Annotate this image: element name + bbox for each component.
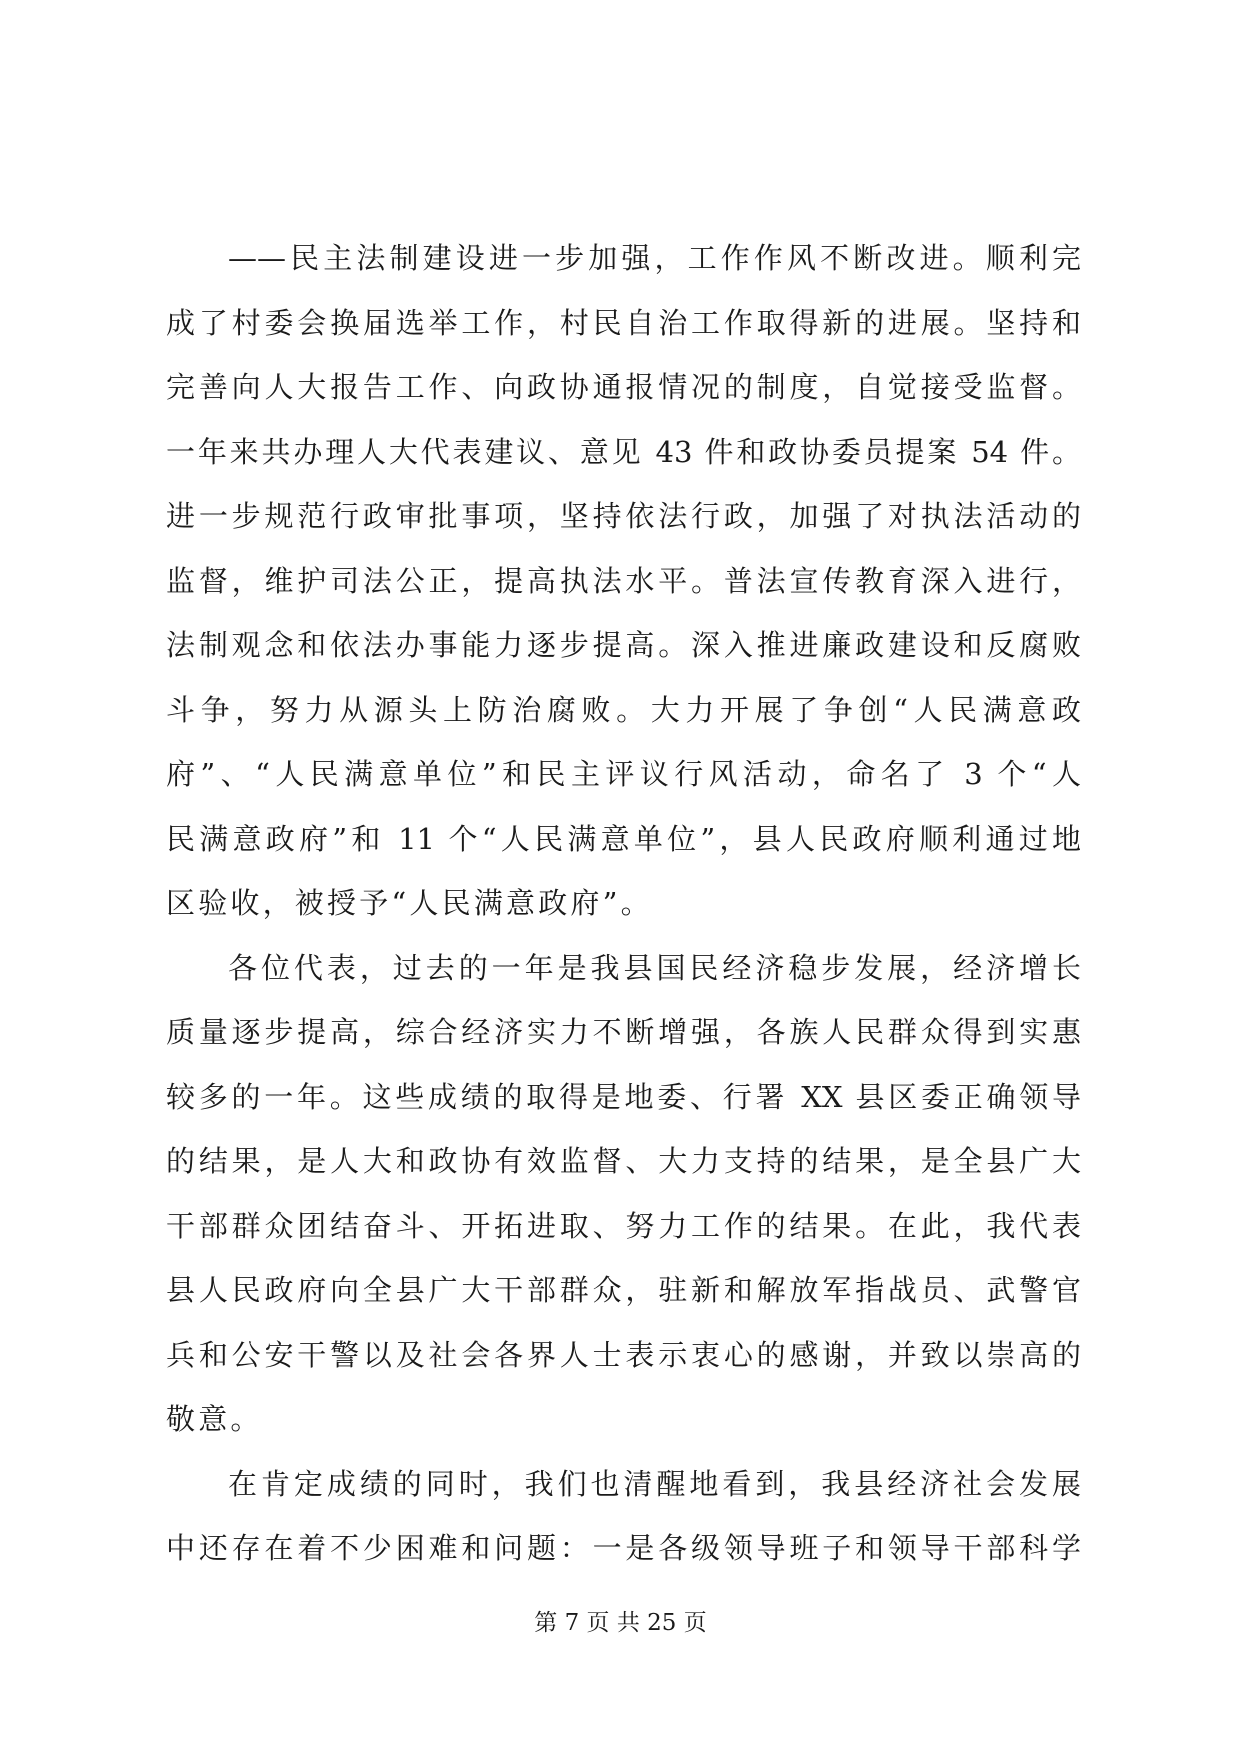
text-line: 法制观念和依法办事能力逐步提高。深入推进廉政建设和反腐败	[166, 628, 1081, 662]
text-line: 质量逐步提高，综合经济实力不断增强，各族人民群众得到实惠	[166, 1015, 1081, 1049]
text-line: 区验收，被授予“人民满意政府”。	[166, 886, 653, 920]
page-number-footer: 第 7 页 共 25 页	[534, 1610, 707, 1636]
text-line: 监督，维护司法公正，提高执法水平。普法宣传教育深入进行，	[166, 563, 1081, 598]
text-line: 进一步规范行政审批事项，坚持依法行政，加强了对执法活动的	[166, 499, 1081, 533]
text-line: 一年来共办理人大代表建议、意见 43 件和政协委员提案 54 件。	[166, 434, 1081, 469]
text-line: 民满意政府”和 11 个“人民满意单位”，县人民政府顺利通过地	[166, 821, 1081, 856]
text-line: 县人民政府向全县广大干部群众，驻新和解放军指战员、武警官	[166, 1273, 1081, 1307]
text-line: 完善向人大报告工作、向政协通报情况的制度，自觉接受监督。	[166, 370, 1081, 404]
text-line: 较多的一年。这些成绩的取得是地委、行署 XX 县区委正确领导	[166, 1079, 1081, 1114]
text-line: 府”、“人民满意单位”和民主评议行风活动，命名了 3 个“人	[166, 757, 1081, 791]
text-line: 干部群众团结奋斗、开拓进取、努力工作的结果。在此，我代表	[166, 1208, 1081, 1243]
text-line: 各位代表，过去的一年是我县国民经济稳步发展，经济增长	[228, 950, 1081, 985]
text-line: 敬意。	[166, 1402, 263, 1436]
text-line: 的结果，是人大和政协有效监督、大力支持的结果，是全县广大	[166, 1144, 1081, 1178]
text-line: 中还存在着不少困难和问题：一是各级领导班子和领导干部科学	[166, 1531, 1081, 1565]
body-text	[166, 226, 1081, 1581]
text-line: 在肯定成绩的同时，我们也清醒地看到，我县经济社会发展	[228, 1466, 1081, 1501]
text-line: 成了村委会换届选举工作，村民自治工作取得新的进展。坚持和	[166, 305, 1081, 340]
text-line: 斗争，努力从源头上防治腐败。大力开展了争创“人民满意政	[166, 692, 1081, 727]
text-line: 兵和公安干警以及社会各界人士表示衷心的感谢，并致以崇高的	[166, 1337, 1081, 1372]
text-line: ——民主法制建设进一步加强，工作作风不断改进。顺利完	[228, 241, 1081, 275]
